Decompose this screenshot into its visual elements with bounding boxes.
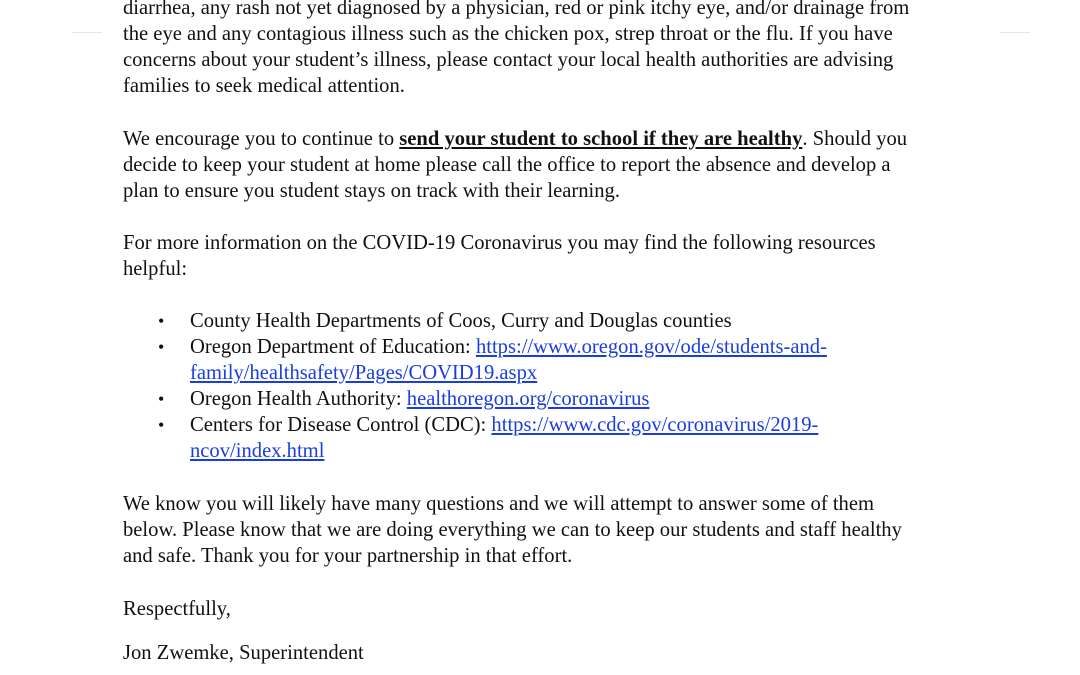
resources-list bbox=[150, 308, 1010, 464]
emphasis-text: send your student to school if they are healthy bbox=[399, 128, 803, 150]
text-line: plan to ensure you student stays on track with their learning. bbox=[123, 180, 620, 202]
text-line bbox=[190, 412, 1010, 438]
resource-text: Centers for Disease Control (CDC): bbox=[190, 414, 492, 436]
text-line bbox=[123, 126, 1003, 152]
text-line: concerns about your student’s illness, please contact your local health authorities are advising bbox=[123, 49, 894, 71]
cdc-link-continued[interactable]: ncov/index.html bbox=[190, 440, 325, 462]
text-line: the eye and any contagious illness such as the chicken pox, strep throat or the flu. If you have bbox=[123, 23, 893, 45]
ode-link-continued[interactable]: family/healthsafety/Pages/COVID19.aspx bbox=[190, 362, 538, 384]
questions-paragraph bbox=[123, 491, 1003, 569]
resource-text: Oregon Health Authority: bbox=[190, 388, 407, 410]
text-line: families to seek medical attention. bbox=[123, 75, 405, 97]
resources-intro-paragraph bbox=[123, 230, 1003, 282]
text-line bbox=[190, 386, 1010, 412]
text-line: below. Please know that we are doing everything we can to keep our students and staff healthy bbox=[123, 519, 902, 541]
resource-text: Oregon Department of Education: bbox=[190, 336, 476, 358]
oha-link[interactable]: healthoregon.org/coronavirus bbox=[406, 388, 650, 410]
closing bbox=[123, 596, 1003, 622]
text-fragment: We encourage you to continue to bbox=[123, 128, 400, 150]
attendance-paragraph bbox=[123, 126, 1003, 204]
text-line: helpful: bbox=[123, 258, 188, 280]
bullet-icon: • bbox=[158, 415, 165, 435]
page-edge-rule-right bbox=[1000, 32, 1030, 33]
text-line: We know you will likely have many questions and we will attempt to answer some of them bbox=[123, 493, 875, 515]
closing-text: Respectfully, bbox=[123, 598, 231, 620]
resource-text: County Health Departments of Coos, Curry and Douglas counties bbox=[190, 310, 732, 332]
illness-paragraph bbox=[123, 0, 1003, 99]
signature bbox=[123, 640, 1003, 666]
list-item bbox=[150, 334, 1010, 386]
text-line: diarrhea, any rash not yet diagnosed by a physician, red or pink itchy eye, and/or drainage from bbox=[123, 0, 910, 19]
list-item bbox=[150, 412, 1010, 464]
text-line: For more information on the COVID-19 Coronavirus you may find the following resources bbox=[123, 232, 876, 254]
bullet-icon: • bbox=[158, 311, 165, 331]
bullet-icon: • bbox=[158, 389, 165, 409]
list-item bbox=[150, 308, 1010, 334]
list-item bbox=[150, 386, 1010, 412]
ode-link[interactable]: https://www.oregon.gov/ode/students-and- bbox=[475, 336, 827, 358]
text-fragment: . Should you bbox=[802, 128, 908, 150]
bullet-icon: • bbox=[158, 337, 165, 357]
text-line bbox=[190, 334, 1010, 360]
text-line: and safe. Thank you for your partnership in that effort. bbox=[123, 545, 573, 567]
text-line: decide to keep your student at home please call the office to report the absence and develop a bbox=[123, 154, 891, 176]
page-edge-rule-left bbox=[72, 32, 102, 33]
cdc-link[interactable]: https://www.cdc.gov/coronavirus/2019- bbox=[491, 414, 819, 436]
signature-text: Jon Zwemke, Superintendent bbox=[123, 642, 364, 664]
text-line bbox=[190, 360, 1010, 386]
text-line bbox=[190, 438, 1010, 464]
